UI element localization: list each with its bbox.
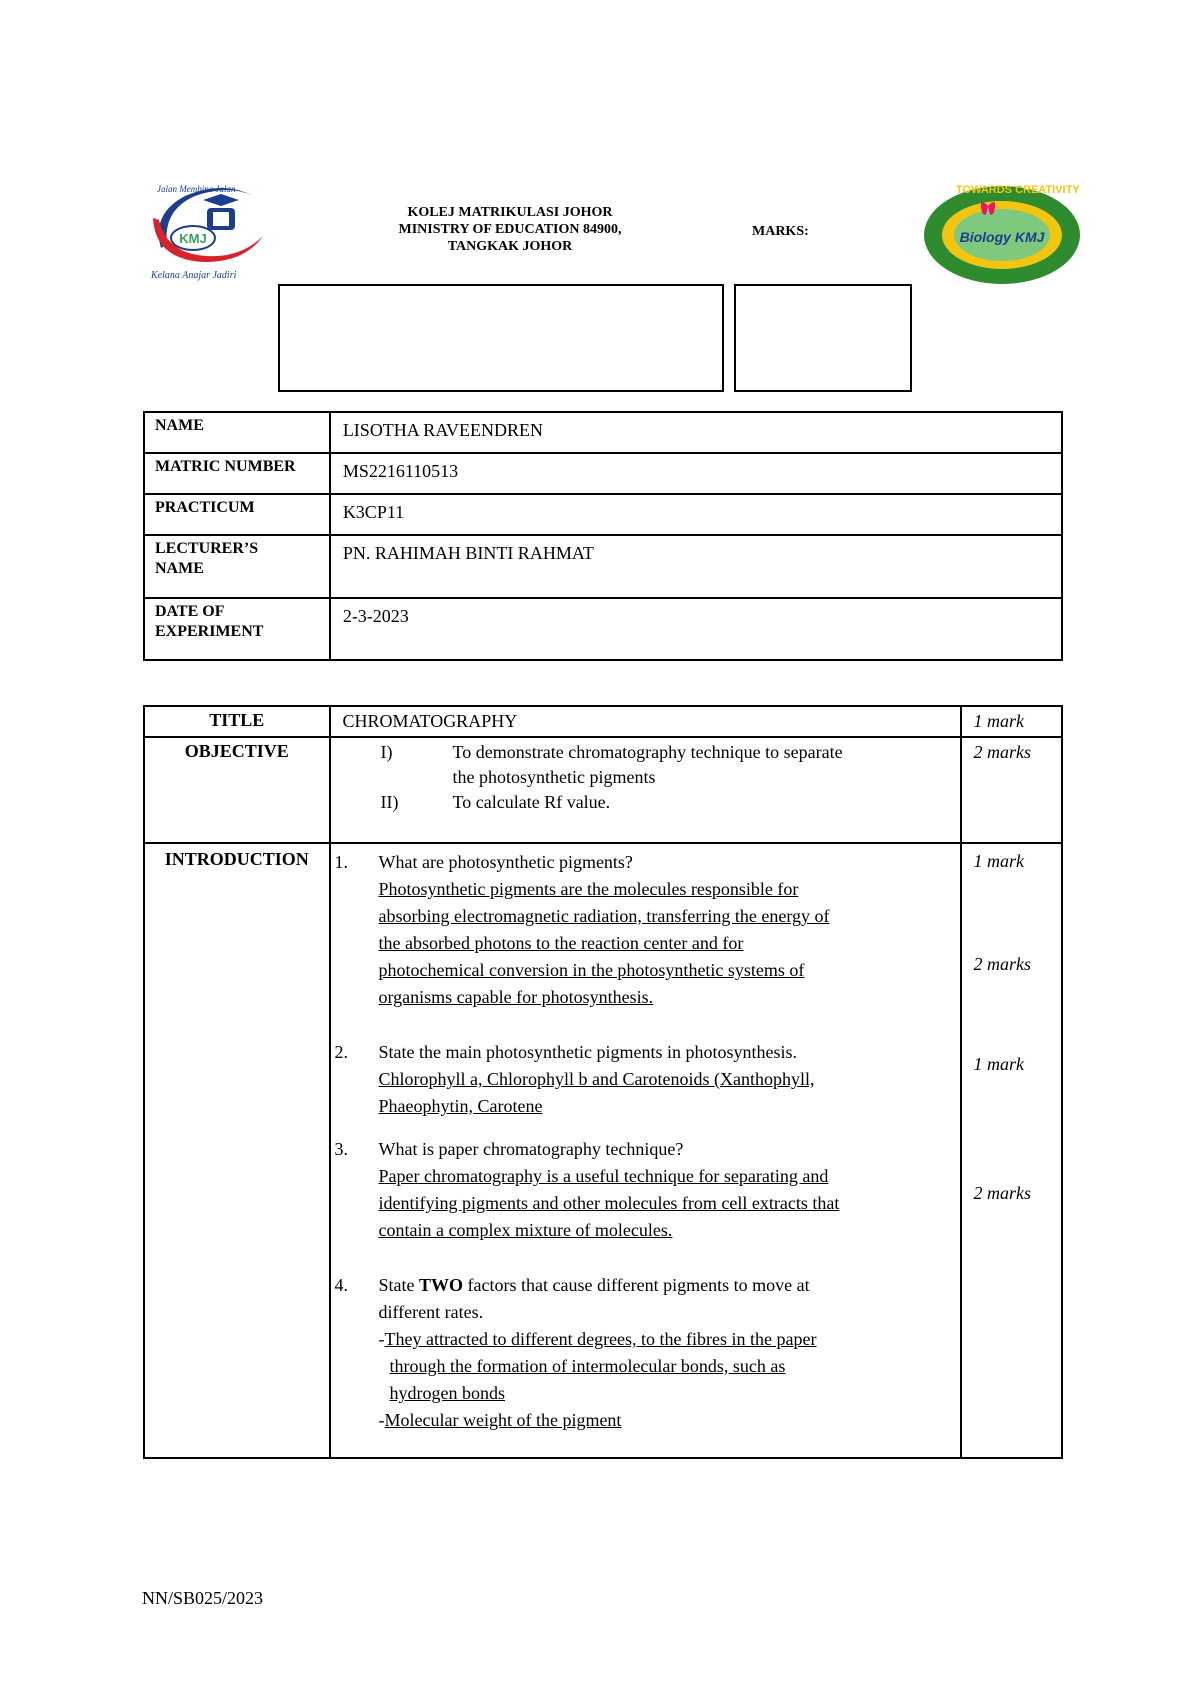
- introduction-marks: [961, 843, 1062, 1458]
- answer-line: hydrogen bonds: [389, 1383, 505, 1403]
- svg-text:TOWARDS CREATIVITY: TOWARDS CREATIVITY: [956, 184, 1080, 196]
- practicum-value: K3CP11: [330, 494, 1062, 535]
- marks-label: MARKS:: [752, 224, 809, 239]
- answer-line: Photosynthetic pigments are the molecules responsible for: [378, 879, 799, 899]
- answer-line: identifying pigments and other molecules from cell extracts that: [378, 1193, 840, 1213]
- question-2: [335, 1039, 960, 1120]
- document-code: NN/SB025/2023: [142, 1588, 264, 1608]
- answer-line: Paper chromatography is a useful technique for separating and: [378, 1166, 829, 1186]
- q3-mark: 2 marks: [973, 1183, 1032, 1203]
- practicum-row: [144, 494, 1062, 535]
- title-box: [278, 284, 724, 392]
- objective-text-line-2: the photosynthetic pigments: [452, 767, 656, 787]
- date-value: 2-3-2023: [330, 598, 1062, 660]
- report-table: [143, 705, 1063, 1459]
- objective-text: [453, 740, 953, 790]
- biology-kmj-logo: [922, 184, 1082, 286]
- objective-item: [381, 790, 960, 815]
- objective-list: [330, 737, 961, 843]
- answer-4: [335, 1299, 960, 1434]
- answer-3: [335, 1163, 960, 1244]
- name-value: LISOTHA RAVEENDREN: [330, 412, 1062, 453]
- lecturer-label-line-1: LECTURER’S: [155, 540, 259, 557]
- answer-line: Chlorophyll a, Chlorophyll b and Carotenoids (Xanthophyll,: [378, 1069, 815, 1089]
- answer-line: through the formation of intermolecular bonds, such as: [389, 1356, 786, 1376]
- marks-box: [734, 284, 912, 392]
- question-number: 4.: [334, 1275, 348, 1295]
- svg-text:Biology KMJ: Biology KMJ: [959, 229, 1045, 245]
- name-row: [144, 412, 1062, 453]
- institution-name: [360, 204, 660, 255]
- answer-line: -They attracted to different degrees, to the fibres in the paper: [378, 1329, 817, 1349]
- lecturer-label-line-2: NAME: [155, 560, 204, 577]
- objective-number: II): [380, 792, 399, 812]
- title-label: TITLE: [144, 706, 330, 737]
- answer-line: photochemical conversion in the photosynthetic systems of: [378, 960, 805, 980]
- answer-2: [335, 1066, 960, 1120]
- title-value: CHROMATOGRAPHY: [330, 706, 961, 737]
- title-mark: 1 mark: [961, 706, 1062, 737]
- name-label: NAME: [144, 412, 330, 453]
- objective-mark: 2 marks: [961, 737, 1062, 843]
- q2-mark: 1 mark: [973, 1054, 1025, 1074]
- question-text: What is paper chromatography technique?: [378, 1139, 684, 1159]
- answer-line: organisms capable for photosynthesis.: [378, 987, 654, 1007]
- title-row: [144, 706, 1062, 737]
- svg-text:Kelana Anajar Jadiri: Kelana Anajar Jadiri: [151, 270, 237, 281]
- institution-line-3: TANGKAK JOHOR: [447, 239, 573, 254]
- objective-number: I): [380, 742, 393, 762]
- question-text: What are photosynthetic pigments?: [378, 852, 633, 872]
- introduction-label: INTRODUCTION: [144, 843, 330, 1458]
- svg-text:Jalan Membina Jalan: Jalan Membina Jalan: [157, 184, 236, 194]
- lecturer-value: PN. RAHIMAH BINTI RAHMAT: [330, 535, 1062, 598]
- objective-label: OBJECTIVE: [144, 737, 330, 843]
- answer-line: contain a complex mixture of molecules.: [378, 1220, 673, 1240]
- question-number: 1.: [334, 852, 348, 872]
- question-number: 3.: [334, 1139, 348, 1159]
- student-info-table: [143, 411, 1063, 661]
- question-text: State the main photosynthetic pigments in photosynthesis.: [378, 1042, 797, 1062]
- matric-value: MS2216110513: [330, 453, 1062, 494]
- answer-line: -Molecular weight of the pigment: [378, 1410, 622, 1430]
- institution-line-1: KOLEJ MATRIKULASI JOHOR: [407, 205, 613, 220]
- practicum-label: PRACTICUM: [144, 494, 330, 535]
- matric-row: [144, 453, 1062, 494]
- date-label: [144, 598, 330, 660]
- lecturer-row: [144, 535, 1062, 598]
- date-label-line-2: EXPERIMENT: [155, 623, 264, 640]
- institution-line-2: MINISTRY OF EDUCATION 84900,: [398, 222, 622, 237]
- introduction-content: [330, 843, 961, 1458]
- question-1: [335, 849, 960, 1011]
- introduction-row: [144, 843, 1062, 1458]
- svg-text:KMJ: KMJ: [179, 231, 207, 246]
- objective-row: [144, 737, 1062, 843]
- date-label-line-1: DATE OF: [155, 603, 225, 620]
- answer-line: absorbing electromagnetic radiation, transferring the energy of: [378, 906, 830, 926]
- date-row: [144, 598, 1062, 660]
- objective-text: To calculate Rf value.: [452, 792, 611, 812]
- answer-line: the absorbed photons to the reaction center and for: [378, 933, 744, 953]
- answer-line: Phaeophytin, Carotene: [378, 1096, 543, 1116]
- answer-1: [335, 876, 960, 1011]
- objective-text-line-1: To demonstrate chromatography technique to separate: [452, 742, 843, 762]
- question-4: [335, 1272, 960, 1434]
- question-text: State TWO factors that cause different pigments to move at: [378, 1275, 810, 1295]
- question-3: [335, 1136, 960, 1244]
- q1-mark-a: 1 mark: [973, 851, 1025, 871]
- question-number: 2.: [334, 1042, 348, 1062]
- lecturer-label: [144, 535, 330, 598]
- q1-mark-b: 2 marks: [973, 954, 1032, 974]
- question-text-line-2: different rates.: [378, 1302, 484, 1322]
- objective-item: [381, 740, 960, 790]
- matric-label: MATRIC NUMBER: [144, 453, 330, 494]
- kmj-logo: [145, 174, 275, 286]
